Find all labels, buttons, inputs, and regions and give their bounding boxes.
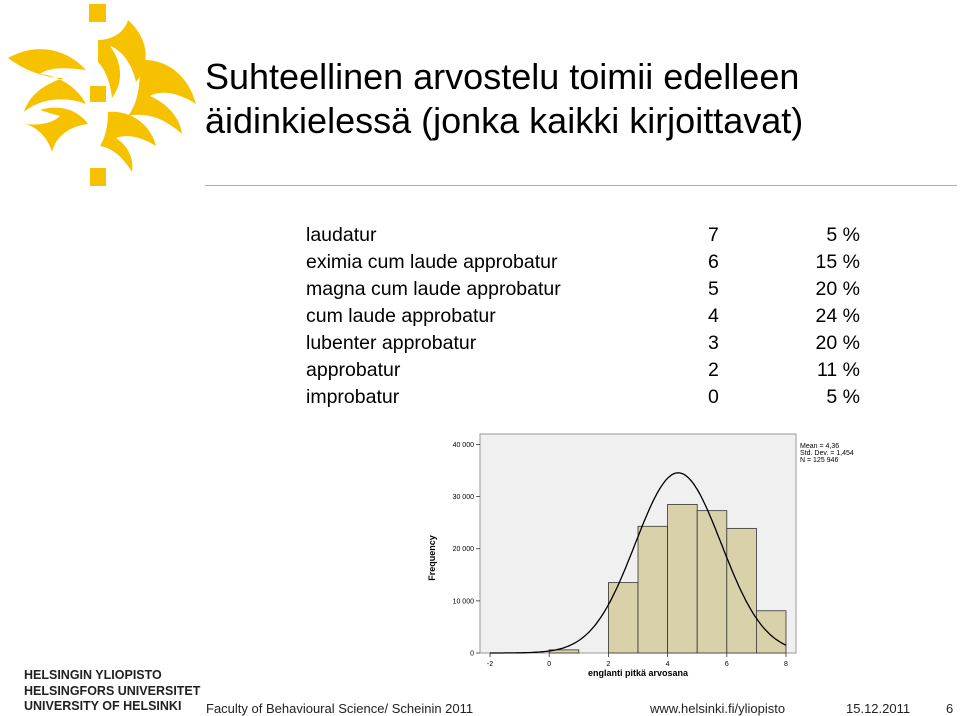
title-line-2: äidinkielessä (jonka kaikki kirjoittavat)	[205, 100, 804, 141]
stat-sd: Std. Dev. = 1,454	[800, 450, 854, 457]
y-tick-label: 20 000	[452, 546, 474, 554]
wordmark-line: UNIVERSITY OF HELSINKI	[24, 699, 182, 713]
wordmark-line: HELSINGIN YLIOPISTO	[24, 668, 162, 682]
grade-name: approbatur	[306, 359, 401, 381]
y-tick-label: 40 000	[452, 441, 474, 449]
footer-date: 15.12.2011	[846, 701, 911, 716]
histogram-bar	[608, 583, 638, 653]
grade-row	[306, 303, 866, 330]
grade-row	[306, 384, 866, 411]
x-tick-label: 0	[547, 661, 552, 668]
grade-share: 5 %	[826, 386, 860, 408]
y-tick-label: 30 000	[452, 494, 474, 502]
y-tick-label: 10 000	[452, 598, 474, 606]
footer-url: www.helsinki.fi/yliopisto	[650, 701, 786, 716]
grade-name: magna cum laude approbatur	[306, 278, 561, 300]
flame-logo	[0, 0, 200, 190]
grade-points: 4	[708, 305, 719, 327]
grade-row	[306, 276, 866, 303]
grade-points: 6	[708, 251, 719, 273]
x-tick-label: 2	[606, 661, 611, 668]
grade-name: improbatur	[306, 386, 400, 408]
stats-box	[800, 443, 854, 464]
grade-share: 15 %	[815, 251, 860, 273]
grade-name: laudatur	[306, 224, 377, 246]
grade-share: 20 %	[815, 278, 860, 300]
histogram-bar	[697, 511, 727, 653]
grade-name: eximia cum laude approbatur	[306, 251, 558, 273]
page-number: 6	[946, 701, 954, 716]
histogram-bar	[668, 504, 698, 653]
histogram-bar	[638, 526, 668, 653]
y-tick-label: 0	[470, 650, 474, 658]
histogram-chart	[420, 428, 890, 688]
grade-name: cum laude approbatur	[306, 305, 496, 327]
university-wordmark	[24, 668, 200, 715]
x-tick-label: 6	[724, 661, 729, 668]
grade-row	[306, 330, 866, 357]
wordmark-line: HELSINGFORS UNIVERSITET	[24, 683, 201, 698]
x-tick-label: 4	[665, 661, 670, 668]
grade-share: 20 %	[815, 332, 860, 354]
grade-points: 2	[708, 359, 719, 381]
grade-table	[306, 222, 866, 411]
slide-title	[205, 55, 945, 143]
grade-name: lubenter approbatur	[306, 332, 477, 354]
grade-points: 3	[708, 332, 719, 354]
grade-points: 0	[708, 386, 719, 408]
grade-row	[306, 357, 866, 384]
grade-row	[306, 249, 866, 276]
stat-n: N = 125 946	[800, 457, 839, 464]
grade-share: 11 %	[817, 359, 860, 381]
grade-points: 7	[708, 224, 719, 246]
x-tick-label: 8	[784, 661, 788, 668]
histogram-bar	[756, 611, 786, 653]
grade-points: 5	[708, 278, 719, 300]
grade-share: 5 %	[826, 224, 860, 246]
y-axis-label: Frequency	[427, 535, 437, 581]
title-divider	[205, 185, 957, 186]
title-line-1: Suhteellinen arvostelu toimii edelleen	[205, 56, 800, 97]
x-tick-label: -2	[486, 661, 494, 668]
grade-row	[306, 222, 866, 249]
x-axis-label: englanti pitkä arvosana	[587, 668, 689, 678]
stat-mean: Mean = 4,36	[800, 443, 840, 450]
grade-share: 24 %	[815, 305, 860, 327]
footer-source: Faculty of Behavioural Science/ Scheinin 2011	[206, 701, 474, 716]
